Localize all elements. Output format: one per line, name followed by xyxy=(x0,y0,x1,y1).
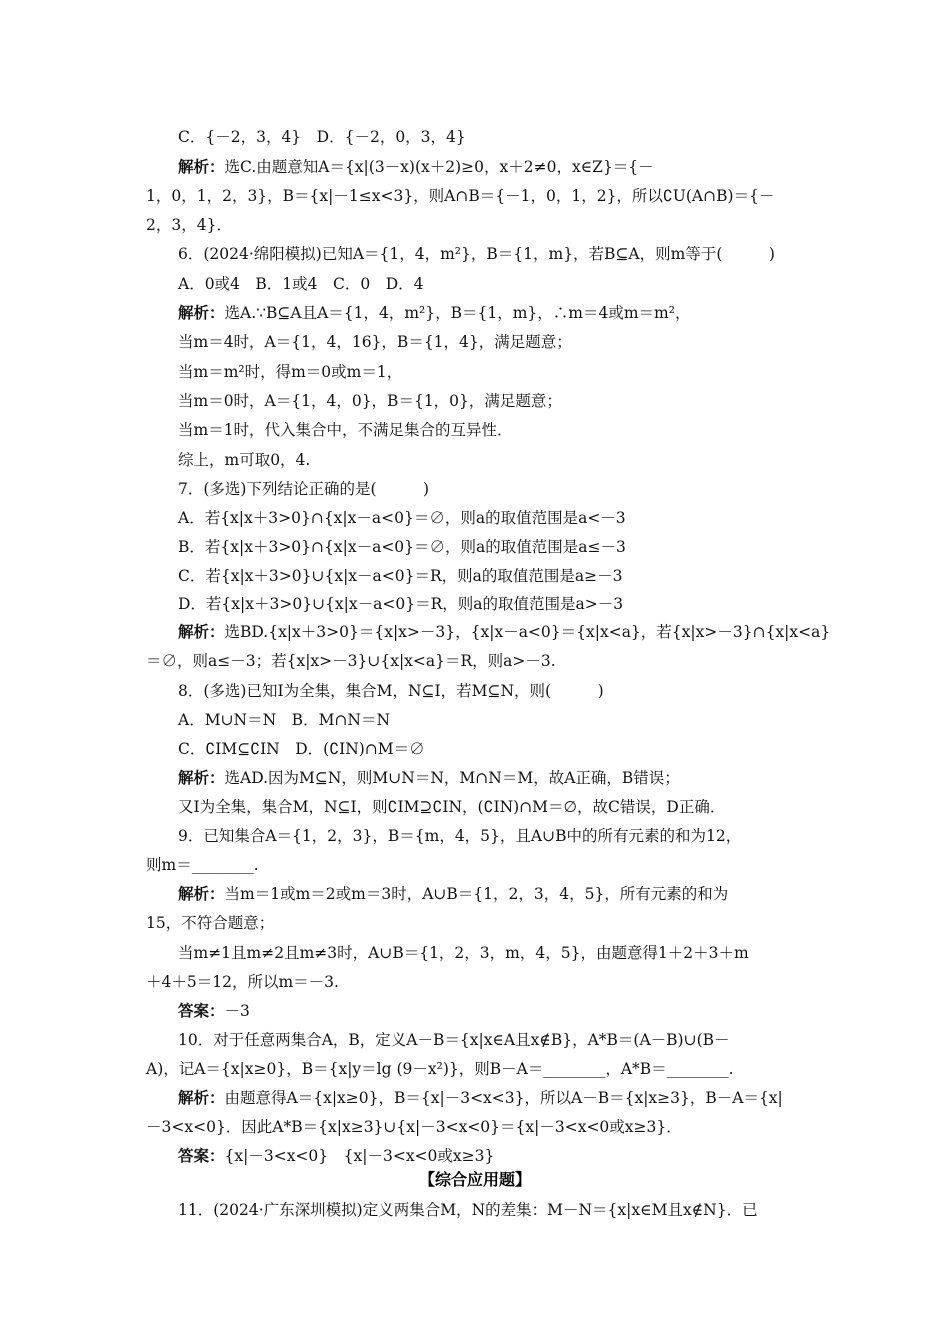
line-text: B．若{x|x＋3>0}∩{x|x－a<0}＝∅，则a的取值范围是a≤－3 xyxy=(178,538,626,556)
text-line xyxy=(178,537,626,557)
answer-label: 解析： xyxy=(178,1089,225,1107)
text-line xyxy=(146,1117,682,1137)
text-line xyxy=(178,710,390,730)
line-text: 当m＝m²时，得m＝0或m＝1， xyxy=(178,363,403,381)
text-line xyxy=(178,1088,783,1108)
line-text: C．∁IM⊆∁IN D．(∁IN)∩M＝∅ xyxy=(178,740,425,758)
answer-label: 解析： xyxy=(178,885,225,903)
line-text: －3<x<0}．因此A*B＝{x|x≥3}∪{x|－3<x<0}＝{x|－3<x<0或x≥3}． xyxy=(146,1118,682,1136)
text-line xyxy=(178,391,562,411)
line-text: 15，不符合题意； xyxy=(146,914,275,932)
text-line xyxy=(178,157,654,177)
answer-label: 解析： xyxy=(178,158,225,176)
text-line xyxy=(146,215,232,235)
line-text: 综上，m可取0，4. xyxy=(178,451,311,469)
section-heading: 【综合应用题】 xyxy=(418,1170,531,1189)
answer-label: 解析： xyxy=(178,769,225,787)
text-line xyxy=(146,855,259,875)
text-line xyxy=(178,566,623,586)
line-text: 2，3，4}． xyxy=(146,216,232,234)
text-line xyxy=(178,884,728,904)
line-text: {x|－3<x<0} {x|－3<x<0或x≥3} xyxy=(224,1147,495,1165)
text-line xyxy=(178,1001,250,1021)
line-text: A)，记A＝{x|x≥0}，B＝{x|y＝lg (9－x²)}，则B－A＝________，A*B＝________. xyxy=(146,1060,734,1078)
text-line xyxy=(178,1146,494,1166)
line-text: 9．已知集合A＝{1，2，3}，B＝{m，4，5}，且A∪B中的所有元素的和为12， xyxy=(178,827,742,845)
text-line xyxy=(178,739,425,759)
text-line xyxy=(178,681,604,701)
text-line xyxy=(178,943,749,963)
line-text: ＝∅，则a≤－3；若{x|x>－3}∪{x|x<a}＝R，则a>－3. xyxy=(146,652,556,670)
line-text: 当m＝0时，A＝{1，4，0}，B＝{1，0}，满足题意； xyxy=(178,392,562,410)
text-line xyxy=(178,303,690,323)
line-text: 选C.由题意知A＝{x|(3－x)(x＋2)≥0，x＋2≠0，x∈Z}＝{－ xyxy=(224,158,654,176)
text-line xyxy=(178,244,775,264)
text-line xyxy=(146,1059,734,1079)
text-line xyxy=(178,1200,758,1220)
line-text: 10．对于任意两集合A，B，定义A－B＝{x|x∈A且x∉B}，A*B＝(A－B)∪(B－ xyxy=(178,1031,730,1049)
line-text: C．{－2，3，4} D．{－2，0，3，4} xyxy=(178,128,466,146)
line-text: C．若{x|x＋3>0}∪{x|x－a<0}＝R，则a的取值范围是a≥－3 xyxy=(178,567,623,585)
line-text: 则m＝________. xyxy=(146,856,259,874)
line-text: 当m＝1时，代入集合中，不满足集合的互异性． xyxy=(178,421,513,439)
line-text: A．若{x|x＋3>0}∩{x|x－a<0}＝∅，则a的取值范围是a<－3 xyxy=(178,509,626,527)
line-text: 选AD.因为M⊆N，则M∪N＝N，M∩N＝M，故A正确，B错误； xyxy=(224,769,680,787)
line-text: 当m＝4时，A＝{1，4，16}，B＝{1，4}，满足题意； xyxy=(178,333,572,351)
line-text: 选BD.{x|x＋3>0}＝{x|x>－3}，{x|x－a<0}＝{x|x<a}，若{x|x>－3}∩{x|x<a} xyxy=(224,623,831,641)
text-line xyxy=(178,826,741,846)
answer-label: 答案： xyxy=(178,1147,225,1165)
answer-label: 答案： xyxy=(178,1002,225,1020)
line-text: D．若{x|x＋3>0}∪{x|x－a<0}＝R，则a的取值范围是a>－3 xyxy=(178,595,624,613)
answer-label: 解析： xyxy=(178,304,225,322)
text-line xyxy=(146,913,274,933)
line-text: 1，0，1，2，3}，B＝{x|－1≤x<3}，则A∩B＝{－1，0，1，2}，所以∁U(A∩B)＝{－ xyxy=(146,187,775,205)
text-line xyxy=(178,479,429,499)
line-text: 11．(2024·广东深圳模拟)定义两集合M，N的差集：M－N＝{x|x∈M且x∉N}．已 xyxy=(178,1201,758,1219)
text-line xyxy=(178,622,830,642)
text-line xyxy=(178,508,626,528)
text-line xyxy=(178,1030,730,1050)
text-line xyxy=(146,186,774,206)
line-text: A．0或4 B．1或4 C．0 D．4 xyxy=(178,275,424,293)
text-line xyxy=(178,420,513,440)
text-line xyxy=(178,332,572,352)
line-text: 又I为全集，集合M，N⊆I，则∁IM⊇∁IN，(∁IN)∩M＝∅，故C错误，D正确． xyxy=(178,798,726,816)
line-text: 8．(多选)已知I为全集，集合M，N⊆I，若M⊆N，则( ) xyxy=(178,682,604,700)
line-text: 当m≠1且m≠2且m≠3时，A∪B＝{1，2，3，m，4，5}，由题意得1＋2＋3＋m xyxy=(178,944,749,962)
text-line xyxy=(178,797,725,817)
text-line xyxy=(146,972,339,992)
line-text: －3 xyxy=(224,1002,250,1020)
text-line xyxy=(178,768,680,788)
text-line xyxy=(146,651,556,671)
text-line xyxy=(178,127,466,147)
text-line xyxy=(178,274,424,294)
line-text: 7．(多选)下列结论正确的是( ) xyxy=(178,480,430,498)
answer-label: 解析： xyxy=(178,623,225,641)
line-text: 选A.∵B⊆A且A＝{1，4，m²}，B＝{1，m}，∴m＝4或m＝m²， xyxy=(224,304,691,322)
line-text: ＋4＋5＝12，所以m＝－3. xyxy=(146,973,339,991)
text-line xyxy=(178,362,402,382)
text-line xyxy=(178,450,310,470)
line-text: 由题意得A＝{x|x≥0}，B＝{x|－3<x<3}，所以A－B＝{x|x≥3}，B－A＝{x| xyxy=(224,1089,783,1107)
text-line xyxy=(178,594,623,614)
line-text: A．M∪N＝N B．M∩N＝N xyxy=(178,711,391,729)
line-text: 当m＝1或m＝2或m＝3时，A∪B＝{1，2，3，4，5}，所有元素的和为 xyxy=(224,885,729,903)
line-text: 6．(2024·绵阳模拟)已知A＝{1，4，m²}，B＝{1，m}，若B⊆A，则m等于( ) xyxy=(178,245,775,263)
